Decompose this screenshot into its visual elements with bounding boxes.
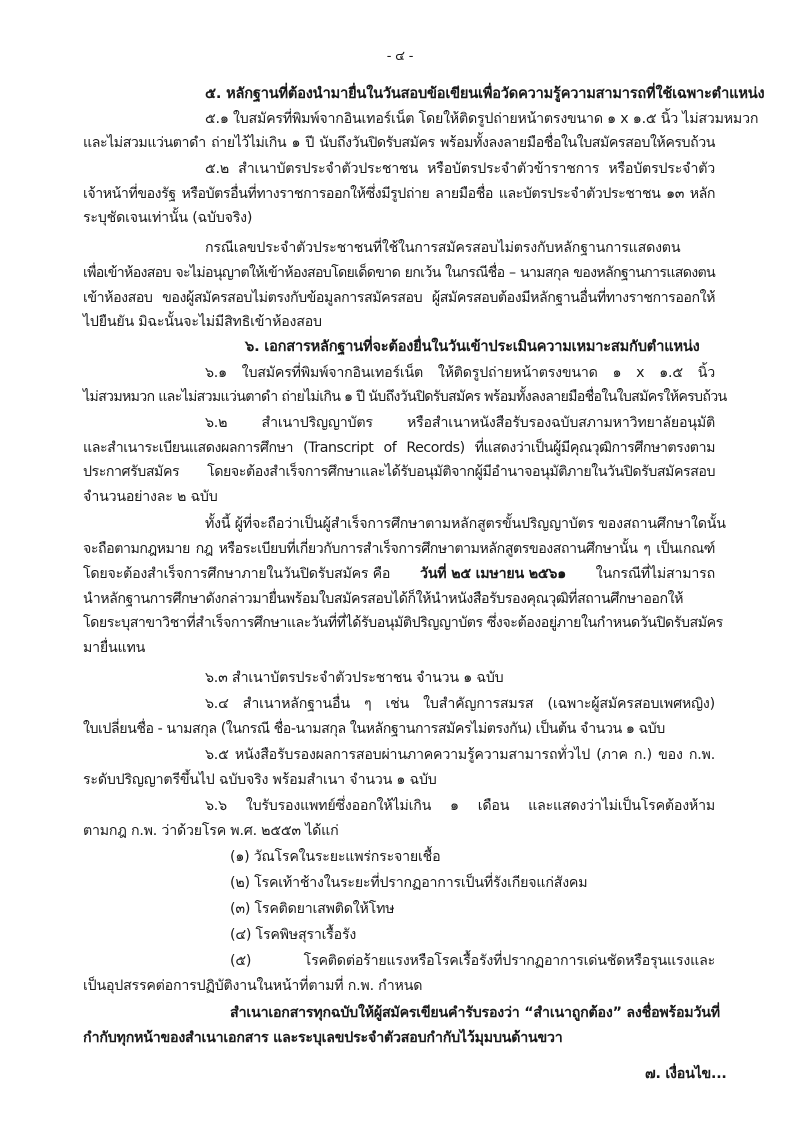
- disease-item-5-line-1: (๕) โรคติดต่อร้ายแรงหรือโรคเรื้อรังที่ปรากฏอาการเด่นชัดหรือรุนแรงและ: [230, 953, 715, 969]
- section-5-heading: ๕. หลักฐานที่ต้องนำมายื่นในวันสอบข้อเขียนเพื่อวัดความรู้ความสามารถที่ใช้เฉพาะตำแหน่ง: [205, 85, 765, 102]
- section-6-4-line-1: ๖.๔ สำเนาหลักฐานอื่น ๆ เช่น ใบสำคัญการสมรส (เฉพาะผู้สมัครสอบเพศหญิง): [205, 696, 715, 712]
- section-6-6-line-1: ๖.๖ ใบรับรองแพทย์ซึ่งออกให้ไม่เกิน ๑ เดือน และแสดงว่าไม่เป็นโรคต้องห้าม: [205, 798, 715, 814]
- section-6-2-line-2: และสำเนาระเบียนแสดงผลการศึกษา (Transcript of Records) ที่แสดงว่าเป็นผู้มีคุณวุฒิการศึกษาตรงตาม: [83, 440, 715, 456]
- section-6-2-note-line-2: จะถือตามกฎหมาย กฎ หรือระเบียบที่เกี่ยวกับการสำเร็จการศึกษาตามหลักสูตรของสถานศึกษานั้น ๆ เป็นเกณฑ์: [83, 541, 715, 557]
- section-5-2-line-2: เจ้าหน้าที่ของรัฐ หรือบัตรอื่นที่ทางราชการออกให้ซึ่งมีรูปถ่าย ลายมือชื่อ และบัตรประจำตัวประชาชน ๑๓ หลัก: [83, 186, 715, 202]
- certification-note-line-2: กำกับทุกหน้าของสำเนาเอกสาร และระบุเลขประจำตัวสอบกำกับไว้มุมบนด้านขวา: [83, 1030, 563, 1046]
- section-6-2-note-line-1: ทั้งนี้ ผู้ที่จะถือว่าเป็นผู้สำเร็จการศึกษาตามหลักสูตรขั้นปริญญาบัตร ของสถานศึกษาใดนั้น: [205, 516, 726, 532]
- section-6-2-line-1: ๖.๒ สำเนาปริญญาบัตร หรือสำเนาหนังสือรับรองฉบับสภามหาวิทยาลัยอนุมัติ: [205, 415, 715, 431]
- section-6-2-note-line-4: นำหลักฐานการศึกษาดังกล่าวมายื่นพร้อมใบสมัครสอบได้ก็ให้นำหนังสือรับรองคุณวุฒิที่สถานศึกษาออกให้: [83, 591, 683, 607]
- continuation-marker: ๗. เงื่อนไข...: [645, 1066, 727, 1082]
- disease-item-4: (๔) โรคพิษสุราเรื้อรัง: [230, 927, 357, 943]
- certification-note-line-1: สำเนาเอกสารทุกฉบับให้ผู้สมัครเขียนคำรับรองว่า “สำเนาถูกต้อง” ลงชื่อพร้อมวันที่: [230, 1005, 720, 1021]
- disease-item-2: (๒) โรคเท้าช้างในระยะที่ปรากฏอาการเป็นที่รังเกียจแก่สังคม: [230, 875, 588, 891]
- disease-item-5-line-2: เป็นอุปสรรคต่อการปฏิบัติงานในหน้าที่ตามที่ ก.พ. กำหนด: [83, 978, 423, 994]
- section-6-4-line-2: ใบเปลี่ยนชื่อ - นามสกุล (ในกรณี ชื่อ-นามสกุล ในหลักฐานการสมัครไม่ตรงกัน) เป็นต้น จำนวน ๑ ฉบับ: [83, 721, 665, 737]
- deadline-prefix: โดยจะต้องสำเร็จการศึกษาภายในวันปิดรับสมัคร คือ: [83, 566, 391, 582]
- section-6-1-line-2: ไม่สวมหมวก และไม่สวมแว่นตาดำ ถ่ายไม่เกิน ๑ ปี นับถึงวันปิดรับสมัคร พร้อมทั้งลงลายมือชื่อในใบสมัครให้ครบถ้วน: [83, 389, 727, 405]
- section-6-3: ๖.๓ สำเนาบัตรประจำตัวประชาชน จำนวน ๑ ฉบับ: [205, 670, 504, 686]
- section-6-1-line-1: ๖.๑ ใบสมัครที่พิมพ์จากอินเทอร์เน็ต ให้ติดรูปถ่ายหน้าตรงขนาด ๑ x ๑.๕ นิ้ว: [205, 365, 715, 381]
- section-5-2-line-1: ๕.๒ สำเนาบัตรประจำตัวประชาชน หรือบัตรประจำตัวข้าราชการ หรือบัตรประจำตัว: [205, 161, 715, 177]
- section-5-note-line-4: ไปยืนยัน มิฉะนั้นจะไม่มีสิทธิเข้าห้องสอบ: [83, 314, 322, 330]
- section-5-note-line-1: กรณีเลขประจำตัวประชาชนที่ใช้ในการสมัครสอบไม่ตรงกับหลักฐานการแสดงตน: [205, 240, 681, 256]
- section-6-6-line-2: ตามกฎ ก.พ. ว่าด้วยโรค พ.ศ. ๒๕๕๓ ได้แก่: [83, 823, 339, 839]
- section-5-note-line-2: เพื่อเข้าห้องสอบ จะไม่อนุญาตให้เข้าห้องสอบโดยเด็ดขาด ยกเว้น ในกรณีชื่อ – นามสกุล ของหลักฐานการแสดงตน: [83, 265, 715, 281]
- section-6-heading: ๖. เอกสารหลักฐานที่จะต้องยื่นในวันเข้าประเมินความเหมาะสมกับตำแหน่ง: [245, 338, 700, 355]
- section-6-2-line-3: ประกาศรับสมัคร โดยจะต้องสำเร็จการศึกษาและได้รับอนุมัติจากผู้มีอำนาจอนุมัติภายในวันปิดรับสมัครสอบ: [83, 464, 715, 480]
- page-number: - ๔ -: [386, 49, 414, 64]
- deadline-suffix: ในกรณีที่ไม่สามารถ: [595, 566, 715, 582]
- deadline-date: วันที่ ๒๕ เมษายน ๒๕๖๑: [420, 566, 567, 582]
- disease-item-1: (๑) วัณโรคในระยะแพร่กระจายเชื้อ: [230, 849, 441, 865]
- section-5-note-line-3: เข้าห้องสอบ ของผู้สมัครสอบไม่ตรงกับข้อมูลการสมัครสอบ ผู้สมัครสอบต้องมีหลักฐานอื่นที่ทางราชการออกให้: [83, 290, 715, 306]
- section-6-5-line-2: ระดับปริญญาตรีขึ้นไป ฉบับจริง พร้อมสำเนา จำนวน ๑ ฉบับ: [83, 772, 437, 788]
- section-6-2-note-line-5: โดยระบุสาขาวิชาที่สำเร็จการศึกษาและวันที่ที่ได้รับอนุมัติปริญญาบัตร ซึ่งจะต้องอยู่ภายในกำหนดวันปิดรับสมัคร: [83, 615, 723, 631]
- section-5-2-line-3: ระบุชัดเจนเท่านั้น (ฉบับจริง): [83, 210, 253, 226]
- disease-item-3: (๓) โรคติดยาเสพติดให้โทษ: [230, 901, 395, 917]
- section-6-2-note-line-3: [83, 563, 715, 585]
- section-6-2-line-4: จำนวนอย่างละ ๒ ฉบับ: [83, 489, 218, 505]
- section-5-1-line-2: และไม่สวมแว่นตาดำ ถ่ายไว้ไม่เกิน ๑ ปี นับถึงวันปิดรับสมัคร พร้อมทั้งลงลายมือชื่อในใบสมัครสอบให้ครบถ้วน: [83, 135, 715, 151]
- section-6-5-line-1: ๖.๕ หนังสือรับรองผลการสอบผ่านภาคความรู้ความสามารถทั่วไป (ภาค ก.) ของ ก.พ.: [205, 747, 715, 763]
- section-5-1-line-1: ๕.๑ ใบสมัครที่พิมพ์จากอินเทอร์เน็ต โดยให้ติดรูปถ่ายหน้าตรงขนาด ๑ x ๑.๕ นิ้ว ไม่สวมหมวก: [205, 111, 759, 127]
- section-6-2-note-line-6: มายื่นแทน: [83, 640, 146, 656]
